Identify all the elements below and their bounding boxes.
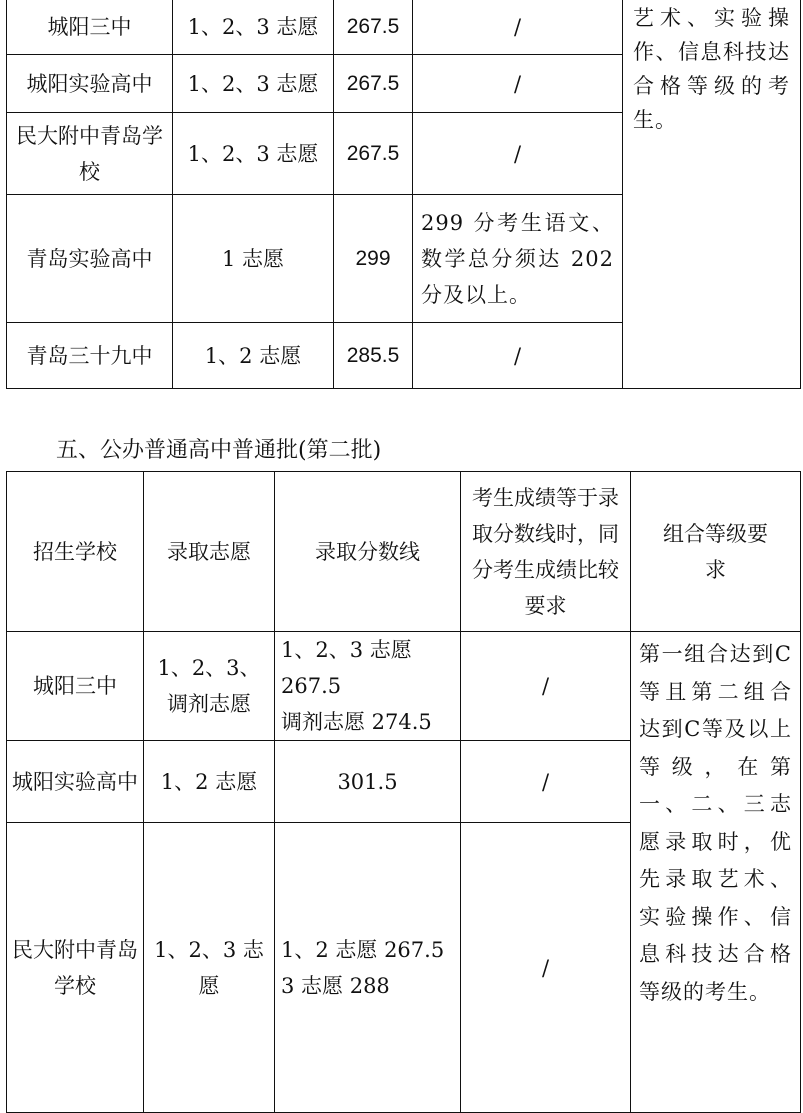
school-cell: 城阳三中 bbox=[7, 632, 144, 741]
compare-cell: / bbox=[461, 632, 631, 741]
table-header-row bbox=[7, 472, 801, 632]
school-cell: 城阳三中 bbox=[7, 0, 173, 55]
compare-cell: / bbox=[413, 0, 623, 55]
school-cell: 城阳实验高中 bbox=[7, 55, 173, 113]
header-requirement: 组合等级要求 bbox=[631, 472, 801, 632]
score-cell: 285.5 bbox=[334, 323, 413, 389]
header-school: 招生学校 bbox=[7, 472, 144, 632]
requirement-cell: 艺术、实验操作、信息科技达合格等级的考生。 bbox=[623, 0, 801, 389]
compare-cell: / bbox=[461, 823, 631, 1113]
choice-cell: 1、2、3 志愿 bbox=[173, 113, 334, 195]
section-title: 五、公办普通高中普通批(第二批) bbox=[56, 438, 382, 463]
score-cell: 1、2、3 志愿 267.5 调剂志愿 274.5 bbox=[275, 632, 461, 741]
table-row bbox=[7, 0, 801, 55]
header-choice: 录取志愿 bbox=[144, 472, 275, 632]
compare-cell: / bbox=[461, 741, 631, 823]
score-cell: 267.5 bbox=[334, 55, 413, 113]
choice-cell: 1、2、3 志愿 bbox=[144, 823, 275, 1113]
compare-cell: 299 分考生语文、数学总分须达 202 分及以上。 bbox=[413, 195, 623, 323]
requirement-cell: 第一组合达到C等且第二组合达到C等及以上等级，在第一、二、三志愿录取时，优先录取艺术、实验操作、信息科技达合格等级的考生。 bbox=[631, 632, 801, 1113]
school-cell: 青岛实验高中 bbox=[7, 195, 173, 323]
score-cell: 1、2 志愿 267.5 3 志愿 288 bbox=[275, 823, 461, 1113]
school-cell: 民大附中青岛学校 bbox=[7, 113, 173, 195]
choice-cell: 1、2、3、调剂志愿 bbox=[144, 632, 275, 741]
school-cell: 青岛三十九中 bbox=[7, 323, 173, 389]
admission-table-continued bbox=[6, 0, 801, 389]
score-cell: 267.5 bbox=[334, 113, 413, 195]
choice-cell: 1、2、3 志愿 bbox=[173, 55, 334, 113]
score-cell: 301.5 bbox=[275, 741, 461, 823]
school-cell: 民大附中青岛学校 bbox=[7, 823, 144, 1113]
choice-cell: 1、2、3 志愿 bbox=[173, 0, 334, 55]
choice-cell: 1、2 志愿 bbox=[173, 323, 334, 389]
score-cell: 299 bbox=[334, 195, 413, 323]
choice-cell: 1、2 志愿 bbox=[144, 741, 275, 823]
admission-table-second-batch bbox=[6, 471, 801, 1113]
school-cell: 城阳实验高中 bbox=[7, 741, 144, 823]
table-row bbox=[7, 632, 801, 741]
header-compare: 考生成绩等于录取分数线时，同分考生成绩比较要求 bbox=[461, 472, 631, 632]
header-score: 录取分数线 bbox=[275, 472, 461, 632]
score-cell: 267.5 bbox=[334, 0, 413, 55]
compare-cell: / bbox=[413, 323, 623, 389]
compare-cell: / bbox=[413, 55, 623, 113]
compare-cell: / bbox=[413, 113, 623, 195]
choice-cell: 1 志愿 bbox=[173, 195, 334, 323]
